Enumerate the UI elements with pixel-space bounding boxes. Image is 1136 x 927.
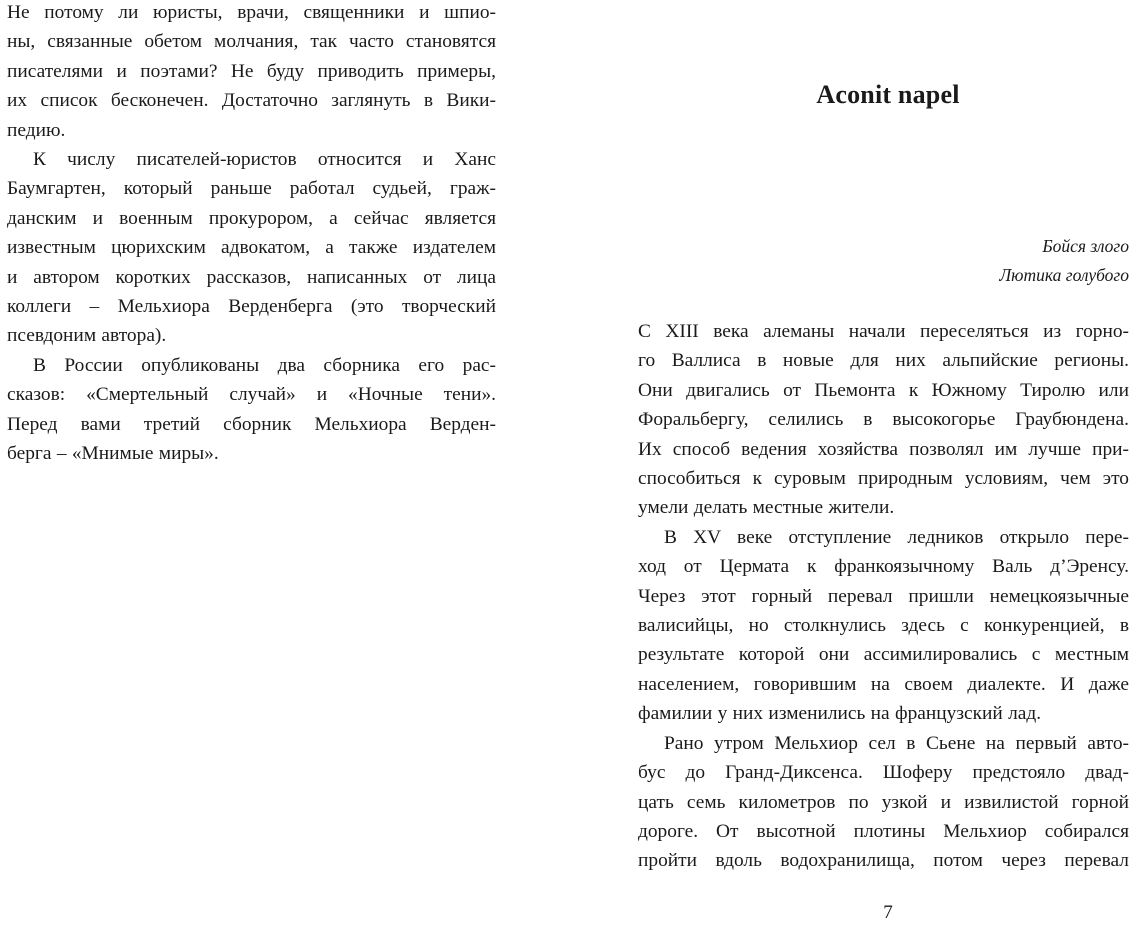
text-line: бус до Гранд-Диксенса. Шоферу предстояло двад- <box>638 762 1129 784</box>
text-line: их список бесконечен. Достаточно заглянуть в Вики- <box>7 90 496 112</box>
text-line: известным цюрихским адвокатом, а также издателем <box>7 237 496 259</box>
text-line: В XV веке отступление ледников открыло пере- <box>664 526 1129 548</box>
right-page <box>638 0 1129 927</box>
text-line: Перед вами третий сборник Мельхиора Верден- <box>7 413 496 435</box>
text-line: К числу писателей-юристов относится и Ханс <box>33 149 496 171</box>
left-paragraph <box>7 351 496 469</box>
left-page <box>7 0 496 927</box>
left-paragraph <box>7 145 496 351</box>
text-line: Форальбергу, селились в высокогорье Граубюндена. <box>638 409 1129 431</box>
text-line: псевдоним автора). <box>7 325 167 347</box>
epigraph-line-2: Лютика голубого <box>999 264 1129 285</box>
text-line: писателями и поэтами? Не буду приводить примеры, <box>7 60 496 82</box>
text-line: ны, связанные обетом молчания, так часто становятся <box>7 31 496 53</box>
text-line: данским и военным прокурором, а сейчас является <box>7 207 496 229</box>
right-paragraph <box>638 317 1129 523</box>
text-line: Рано утром Мельхиор сел в Сьене на первый авто- <box>664 732 1129 754</box>
epigraph-line-1: Бойся злого <box>1042 236 1129 256</box>
left-page-text <box>7 0 496 469</box>
text-line: В России опубликованы два сборника его рас- <box>33 354 496 376</box>
text-line: цать семь километров по узкой и извилистой горной <box>638 791 1129 813</box>
text-line: и автором коротких рассказов, написанных от лица <box>7 266 496 288</box>
text-line: С XIII века алеманы начали переселяться из горно- <box>638 321 1129 342</box>
text-line: населением, говорившим на своем диалекте. И даже <box>638 673 1129 695</box>
text-line: Через этот горный перевал пришли немецкоязычные <box>638 585 1129 607</box>
text-line: способиться к суровым природным условиям, чем это <box>638 468 1129 490</box>
right-paragraph <box>638 523 1129 729</box>
epigraph <box>638 232 1129 289</box>
text-line: фамилии у них изменились на французский лад. <box>638 703 1042 725</box>
text-line: Они двигались от Пьемонта к Южному Тиролю или <box>638 379 1129 401</box>
text-line: результате которой они ассимилировались с местным <box>638 644 1129 666</box>
chapter-title: Aconit napel <box>816 80 960 109</box>
text-line: умели делать местные жители. <box>638 497 895 519</box>
right-page-text <box>638 317 1129 876</box>
text-line: сказов: «Смертельный случай» и «Ночные тени». <box>7 384 496 406</box>
text-line: пройти вдоль водохранилища, потом через перевал <box>638 850 1129 872</box>
text-line: педию. <box>7 119 66 141</box>
text-line: Их способ ведения хозяйства позволял им лучше при- <box>638 438 1129 460</box>
left-paragraph <box>7 0 496 145</box>
text-line: го Валлиса в новые для них альпийские регионы. <box>638 350 1129 372</box>
text-line: Не потому ли юристы, врачи, священники и шпио- <box>7 2 496 23</box>
text-line: коллеги – Мельхиора Верденберга (это творческий <box>7 296 496 318</box>
text-line: дороге. От высотной плотины Мельхиор собирался <box>638 820 1129 842</box>
page-number: 7 <box>883 902 893 923</box>
right-paragraph <box>638 729 1129 876</box>
text-line: берга – «Мнимые миры». <box>7 443 219 465</box>
text-line: Баумгартен, который раньше работал судьей, граж- <box>7 178 496 200</box>
text-line: валисийцы, но столкнулись здесь с конкуренцией, в <box>638 615 1129 637</box>
text-line: ход от Цермата к франкоязычному Валь д’Эренсу. <box>638 556 1129 578</box>
